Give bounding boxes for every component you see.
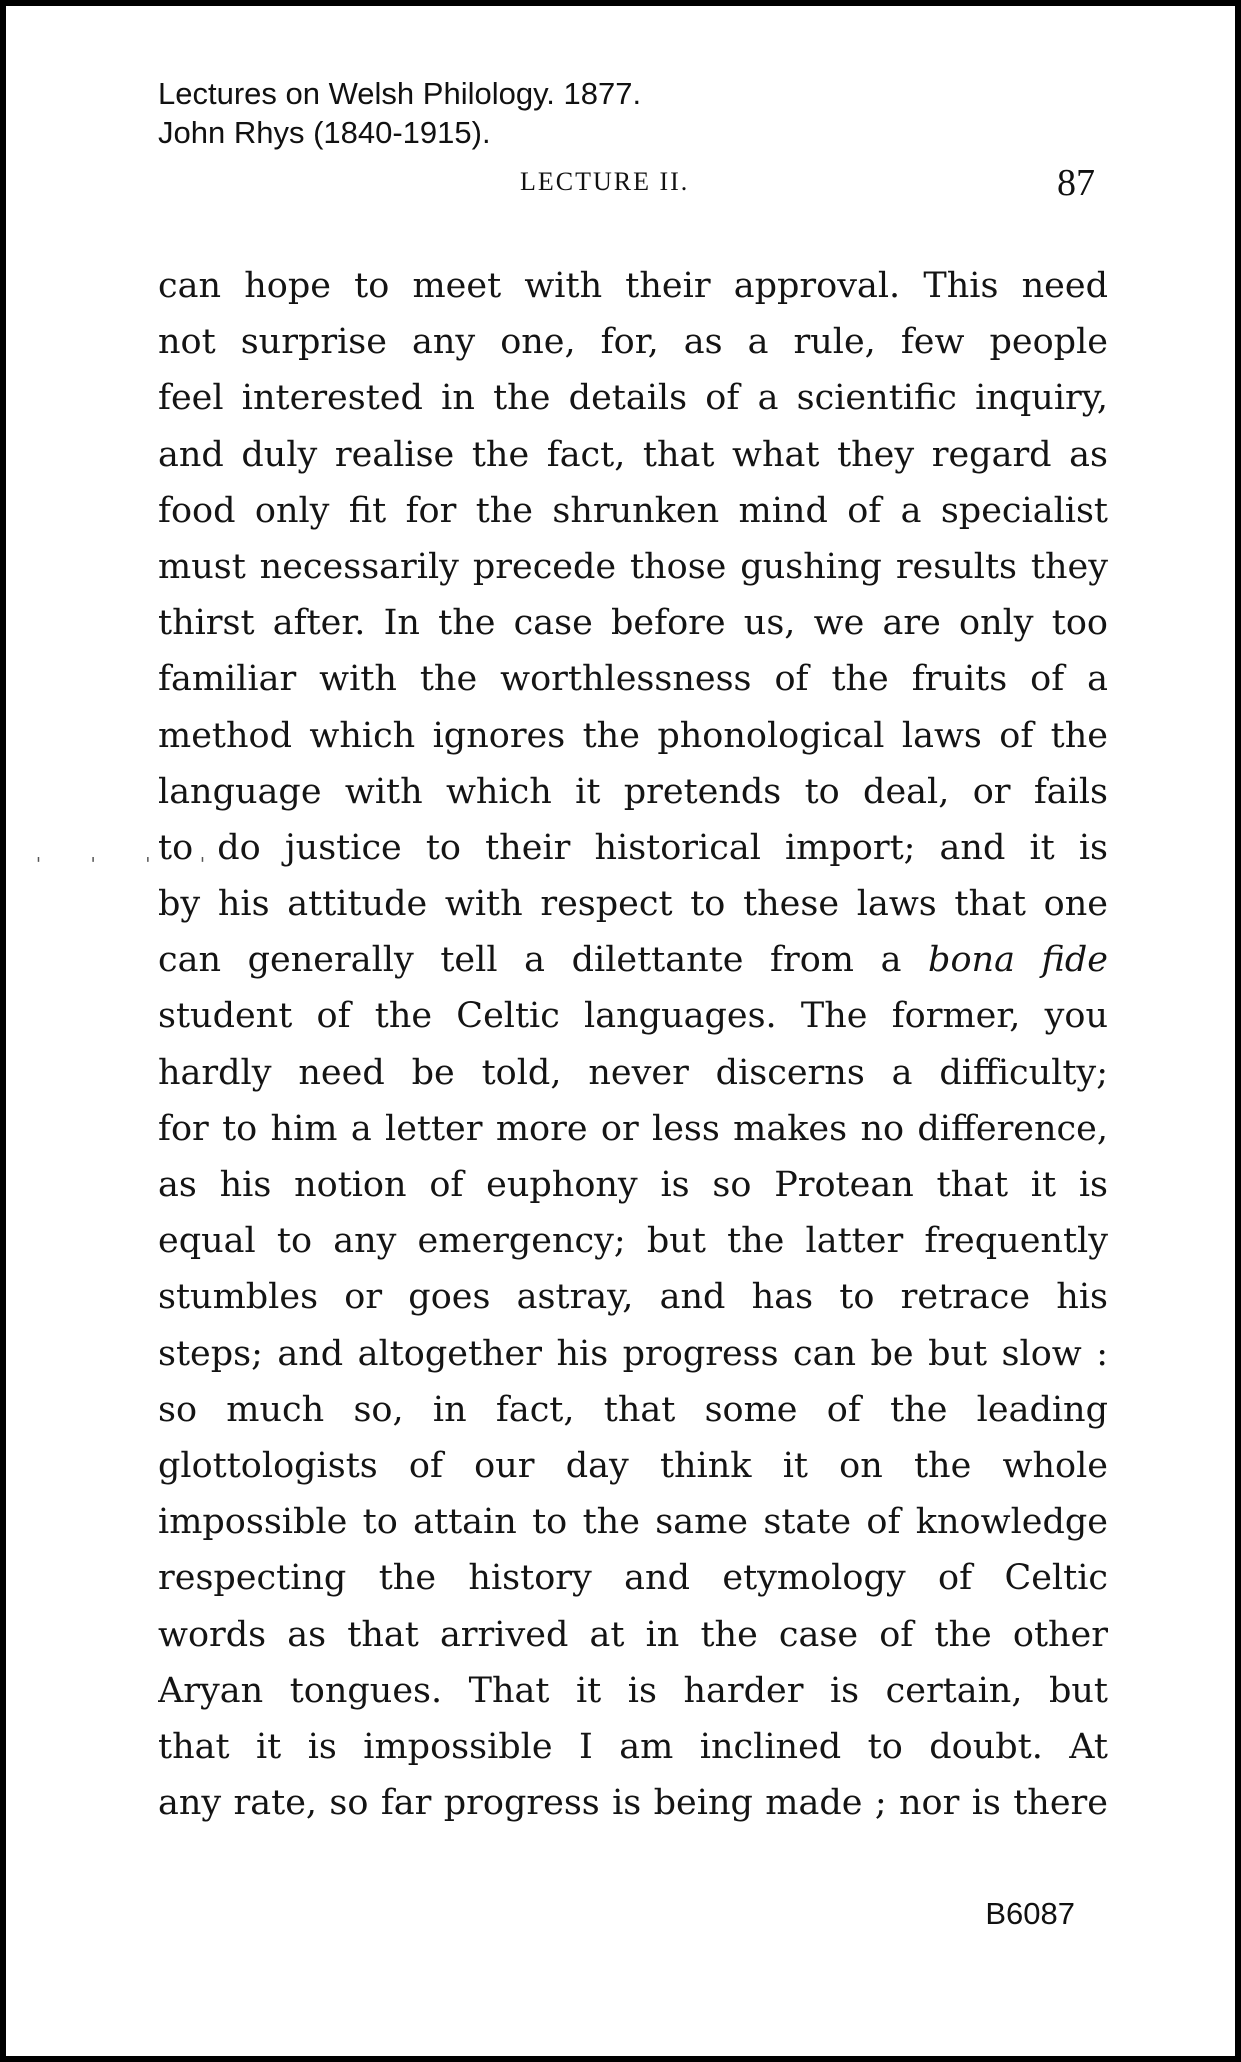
text-line: method which ignores the phonological laws of the xyxy=(158,715,1108,756)
margin-marks: ' ' ' ' xyxy=(36,854,227,875)
text-line: Aryan tongues. That it is harder is certain, but xyxy=(158,1670,1108,1711)
text-line: for to him a letter more or less makes no difference, xyxy=(158,1108,1108,1149)
italic-phrase: bona fide xyxy=(928,940,1108,981)
text-line: glottologists of our day think it on the whole xyxy=(158,1445,1108,1486)
source-title: Lectures on Welsh Philology. 1877. xyxy=(158,76,642,111)
text-line: by his attitude with respect to these laws that one xyxy=(158,884,1108,925)
text-line: as his notion of euphony is so Protean that it is xyxy=(158,1165,1108,1205)
text-line: steps; and altogether his progress can be but slow : xyxy=(158,1333,1108,1374)
body-text xyxy=(158,258,1108,1831)
text-line: any rate, so far progress is being made ; nor is there xyxy=(158,1783,1108,1824)
text-line: student of the Celtic languages. The former, you xyxy=(158,996,1108,1037)
text-line: must necessarily precede those gushing results they xyxy=(158,546,1108,587)
text-line-with-italic xyxy=(158,932,1108,988)
page-number: 87 xyxy=(1057,162,1095,204)
catalog-number: B6087 xyxy=(985,1896,1075,1931)
source-author: John Rhys (1840-1915). xyxy=(158,115,491,150)
text-line: familiar with the worthlessness of the fruits of a xyxy=(158,659,1108,700)
text-line: language with which it pretends to deal, or fails xyxy=(158,771,1108,812)
text-line: impossible to attain to the same state of knowledge xyxy=(158,1502,1108,1543)
text-segment: can generally tell a dilettante from a xyxy=(158,940,929,981)
text-line: stumbles or goes astray, and has to retrace his xyxy=(158,1277,1108,1318)
text-line: words as that arrived at in the case of the other xyxy=(158,1614,1108,1655)
source-note xyxy=(158,74,641,152)
text-line: that it is impossible I am inclined to doubt. At xyxy=(158,1726,1108,1767)
text-line: food only fit for the shrunken mind of a specialist xyxy=(158,490,1108,531)
text-line: can hope to meet with their approval. This need xyxy=(158,266,1108,306)
running-head: LECTURE II. xyxy=(520,167,690,196)
text-line: hardly need be told, never discerns a difficulty; xyxy=(158,1052,1108,1093)
text-line: to do justice to their historical import; and it is xyxy=(158,827,1108,868)
text-line: respecting the history and etymology of Celtic xyxy=(158,1558,1108,1599)
text-line: so much so, in fact, that some of the leading xyxy=(158,1389,1108,1430)
text-line: not surprise any one, for, as a rule, few people xyxy=(158,322,1108,363)
text-line: and duly realise the fact, that what they regard as xyxy=(158,434,1108,475)
text-line: thirst after. In the case before us, we are only too xyxy=(158,603,1108,644)
text-line: feel interested in the details of a scientific inquiry, xyxy=(158,378,1108,419)
text-line: equal to any emergency; but the latter frequently xyxy=(158,1221,1108,1262)
